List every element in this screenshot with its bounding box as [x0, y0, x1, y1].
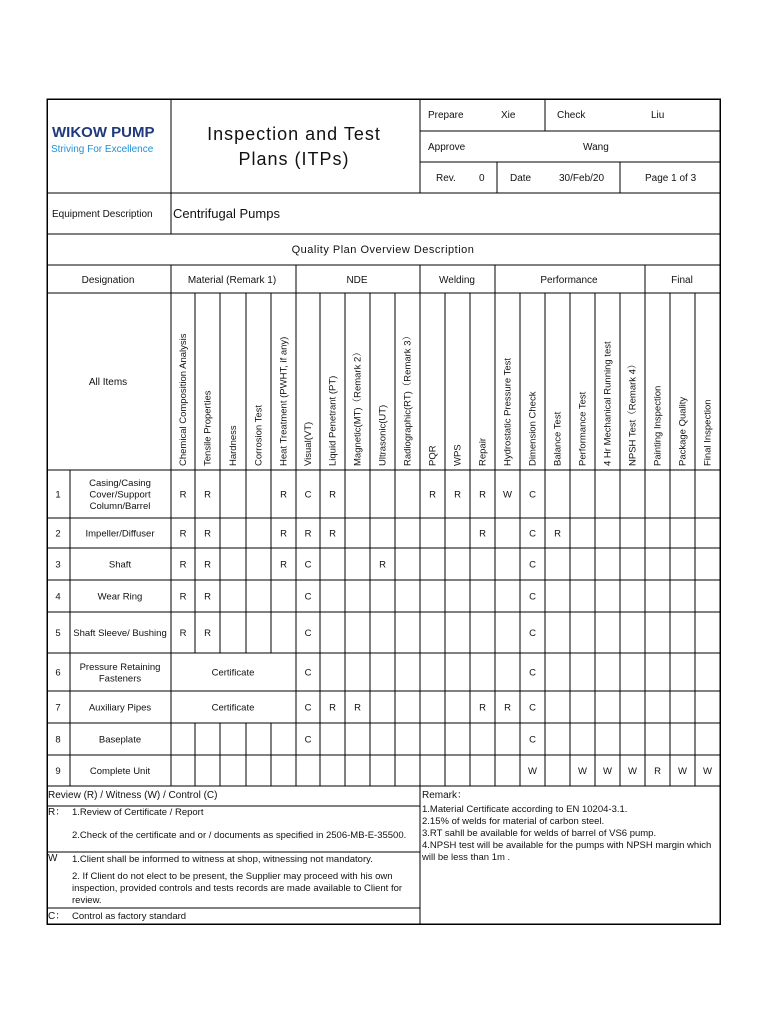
remark-line4: 4.NPSH test will be available for the pumps with NPSH margin which [422, 840, 712, 851]
remark-line3: 3.RT sahll be available for welds of barrel of VS6 pump. [422, 828, 657, 839]
legend-w-line4: review. [72, 895, 102, 906]
cell-c-mark: C [529, 667, 536, 679]
cell-w-mark: W [703, 766, 712, 777]
column-header-7: Liquid Penetrant (PT) [327, 375, 339, 466]
document-title-line2: Plans (ITPs) [238, 149, 350, 169]
group-designation: Designation [81, 275, 135, 286]
column-header-2: Tensile Properties [202, 390, 214, 466]
cell-r-mark: R [204, 591, 211, 603]
legend-title: Review (R) / Witness (W) / Control (C) [48, 790, 218, 801]
row-item-name: Pressure Retaining [79, 661, 161, 673]
remark-line1: 1.Material Certificate according to EN 10204-3.1. [422, 804, 628, 815]
group-headers [82, 275, 693, 388]
cell-r-mark: R [304, 528, 312, 540]
cell-w-mark: W [678, 766, 687, 777]
row-item-name: Casing/Casing [89, 478, 151, 489]
row-number: 5 [55, 628, 61, 639]
column-header-14: Hydrostatic Pressure Test [502, 357, 514, 466]
remarks-section [421, 790, 711, 863]
cell-r-mark: R [504, 702, 511, 714]
row-number: 4 [55, 591, 61, 603]
legend-w-key: W [48, 853, 58, 864]
group-material: Material (Remark 1) [187, 275, 277, 286]
cell-c-mark: C [304, 591, 312, 603]
legend-w-line1: 1.Client shall be informed to witness at shop, witnessing not mandatory. [72, 854, 373, 865]
row-item-name: Fasteners [98, 673, 142, 685]
cell-r-mark: R [479, 489, 486, 501]
remarks-title: Remark： [422, 790, 468, 801]
cell-r-mark: R [654, 766, 661, 777]
cell-r-mark: R [329, 702, 336, 714]
column-header-19: NPSH Test（Remark 4） [627, 359, 639, 466]
row-number: 6 [55, 667, 61, 679]
rev-value: 0 [479, 173, 485, 184]
cell-r-mark: R [204, 559, 211, 571]
column-header-8: Magnetic(MT)（Remark 2） [352, 347, 364, 466]
rev-label: Rev. [436, 173, 456, 184]
column-header-5: Heat Treatment (PWHT, if any) [278, 336, 290, 466]
prepare-label: Prepare [428, 110, 464, 121]
row-item-name: Shaft Sleeve/ Bushing [73, 628, 167, 639]
cell-c-mark: C [304, 734, 312, 746]
check-label: Check [557, 110, 586, 121]
document-title-line1: Inspection and Test [207, 124, 381, 144]
cell-r-mark: R [354, 702, 361, 714]
cell-w-mark: W [528, 766, 537, 777]
column-header-22: Final Inspection [702, 399, 714, 466]
cell-r-mark: R [179, 591, 187, 603]
row-item-name: Impeller/Diffuser [85, 528, 155, 540]
remark-line2: 2.15% of welds for material of carbon steel. [422, 816, 605, 827]
group-nde: NDE [346, 275, 368, 286]
column-header-11: PQR [427, 445, 439, 466]
cell-r-mark: R [379, 559, 386, 571]
cell-w-mark: W [503, 489, 512, 501]
cell-c-mark: C [304, 702, 312, 714]
prepare-value: Xie [501, 110, 516, 121]
date-label: Date [510, 173, 532, 184]
row-item-name: Column/Barrel [89, 501, 151, 512]
cell-r-mark: R [329, 489, 336, 501]
row-number: 3 [55, 559, 61, 571]
cell-c-mark: C [529, 734, 536, 746]
cell-r-mark: R [454, 489, 461, 501]
cell-r-mark: R [204, 489, 211, 501]
cell-w-mark: W [578, 766, 587, 777]
cell-w-mark: W [628, 766, 637, 777]
column-header-13: Repair [477, 438, 489, 466]
group-final: Final [671, 275, 693, 286]
column-header-6: Visual(VT) [303, 421, 314, 466]
cell-c-mark: C [529, 528, 536, 540]
legend-c-line: Control as factory standard [72, 911, 187, 922]
column-headers [178, 331, 714, 466]
row-item-name: Shaft [108, 559, 132, 571]
legend-r-line2: 2.Check of the certificate and or / documents as specified in 2506-MB-E-35500. [72, 830, 407, 841]
cell-r-mark: R [329, 528, 336, 540]
cell-r-mark: R [554, 528, 561, 540]
date-value: 30/Feb/20 [559, 173, 605, 184]
equipment-label: Equipment Description [52, 209, 153, 220]
group-welding: Welding [439, 275, 475, 286]
legend-w-line3: inspection, provided controls and tests records are made available to Client for [72, 883, 403, 894]
legend-section [48, 790, 406, 922]
column-header-3: Hardness [228, 425, 239, 466]
cell-c-mark: C [529, 489, 536, 501]
cell-c-mark: C [304, 667, 312, 679]
inspection-rows [55, 478, 712, 777]
row-number: 9 [55, 766, 61, 777]
certificate-note: Certificate [211, 667, 255, 679]
column-header-10: Radiographic(RT)（Remark 3） [402, 331, 414, 466]
cell-r-mark: R [179, 559, 187, 571]
cell-c-mark: C [529, 591, 536, 603]
row-item-name: Cover/Support [89, 489, 151, 501]
row-number: 2 [55, 528, 61, 540]
column-header-18: 4 Hr Mechanical Running test [602, 341, 614, 466]
cell-c-mark: C [304, 628, 312, 639]
cell-c-mark: C [529, 628, 536, 639]
cell-r-mark: R [204, 528, 211, 540]
cell-r-mark: R [280, 559, 287, 571]
cell-r-mark: R [280, 489, 287, 501]
cell-r-mark: R [204, 628, 211, 639]
row-item-name: Baseplate [98, 734, 142, 746]
column-header-16: Balance Test [552, 411, 564, 466]
cell-r-mark: R [179, 489, 187, 501]
cell-c-mark: C [304, 559, 312, 571]
legend-w-line2: 2. If Client do not elect to be present, the Supplier may proceed with his own [72, 871, 393, 882]
row-number: 7 [55, 702, 61, 714]
row-item-name: Wear Ring [97, 591, 143, 603]
cell-r-mark: R [479, 528, 486, 540]
cell-r-mark: R [179, 528, 187, 540]
column-header-4: Corrosion Test [253, 404, 265, 466]
table-row [55, 529, 561, 540]
check-value: Liu [651, 110, 665, 121]
column-header-12: WPS [452, 444, 464, 466]
approve-value: Wang [583, 142, 609, 153]
cell-r-mark: R [179, 628, 187, 639]
page-number: Page 1 of 3 [645, 173, 697, 184]
row-number: 8 [55, 734, 61, 746]
company-slogan: Striving For Excellence [51, 144, 154, 155]
column-header-1: Chemical Composition Analysis [178, 333, 189, 466]
row-item-name: Auxiliary Pipes [88, 702, 152, 714]
group-performance: Performance [540, 275, 598, 286]
legend-r-line1: 1.Review of Certificate / Report [72, 807, 204, 818]
company-logo: WIKOW PUMP [52, 124, 155, 141]
equipment-value: Centrifugal Pumps [173, 206, 280, 221]
row-item-name: Complete Unit [89, 766, 151, 777]
certificate-note: Certificate [211, 702, 255, 714]
column-header-21: Package Quality [677, 396, 689, 466]
cell-r-mark: R [280, 528, 287, 540]
row-number: 1 [55, 489, 61, 501]
column-header-20: Painting Inspection [652, 385, 664, 466]
table-row [55, 766, 712, 777]
cell-c-mark: C [529, 702, 536, 714]
legend-r-key: R： [48, 807, 66, 818]
column-header-17: Performance Test [577, 391, 589, 466]
column-header-15: Dimension Check [527, 391, 539, 466]
cell-c-mark: C [529, 559, 536, 571]
overview-title: Quality Plan Overview Description [291, 244, 475, 256]
all-items-label: All Items [88, 377, 128, 388]
cell-r-mark: R [429, 489, 436, 501]
legend-c-key: C： [48, 911, 66, 922]
column-header-9: Ultrasonic(UT) [377, 404, 389, 466]
remark-line5: will be less than 1m . [422, 852, 511, 863]
cell-c-mark: C [304, 489, 312, 501]
cell-r-mark: R [479, 702, 486, 714]
approve-label: Approve [428, 142, 466, 153]
cell-w-mark: W [603, 766, 612, 777]
